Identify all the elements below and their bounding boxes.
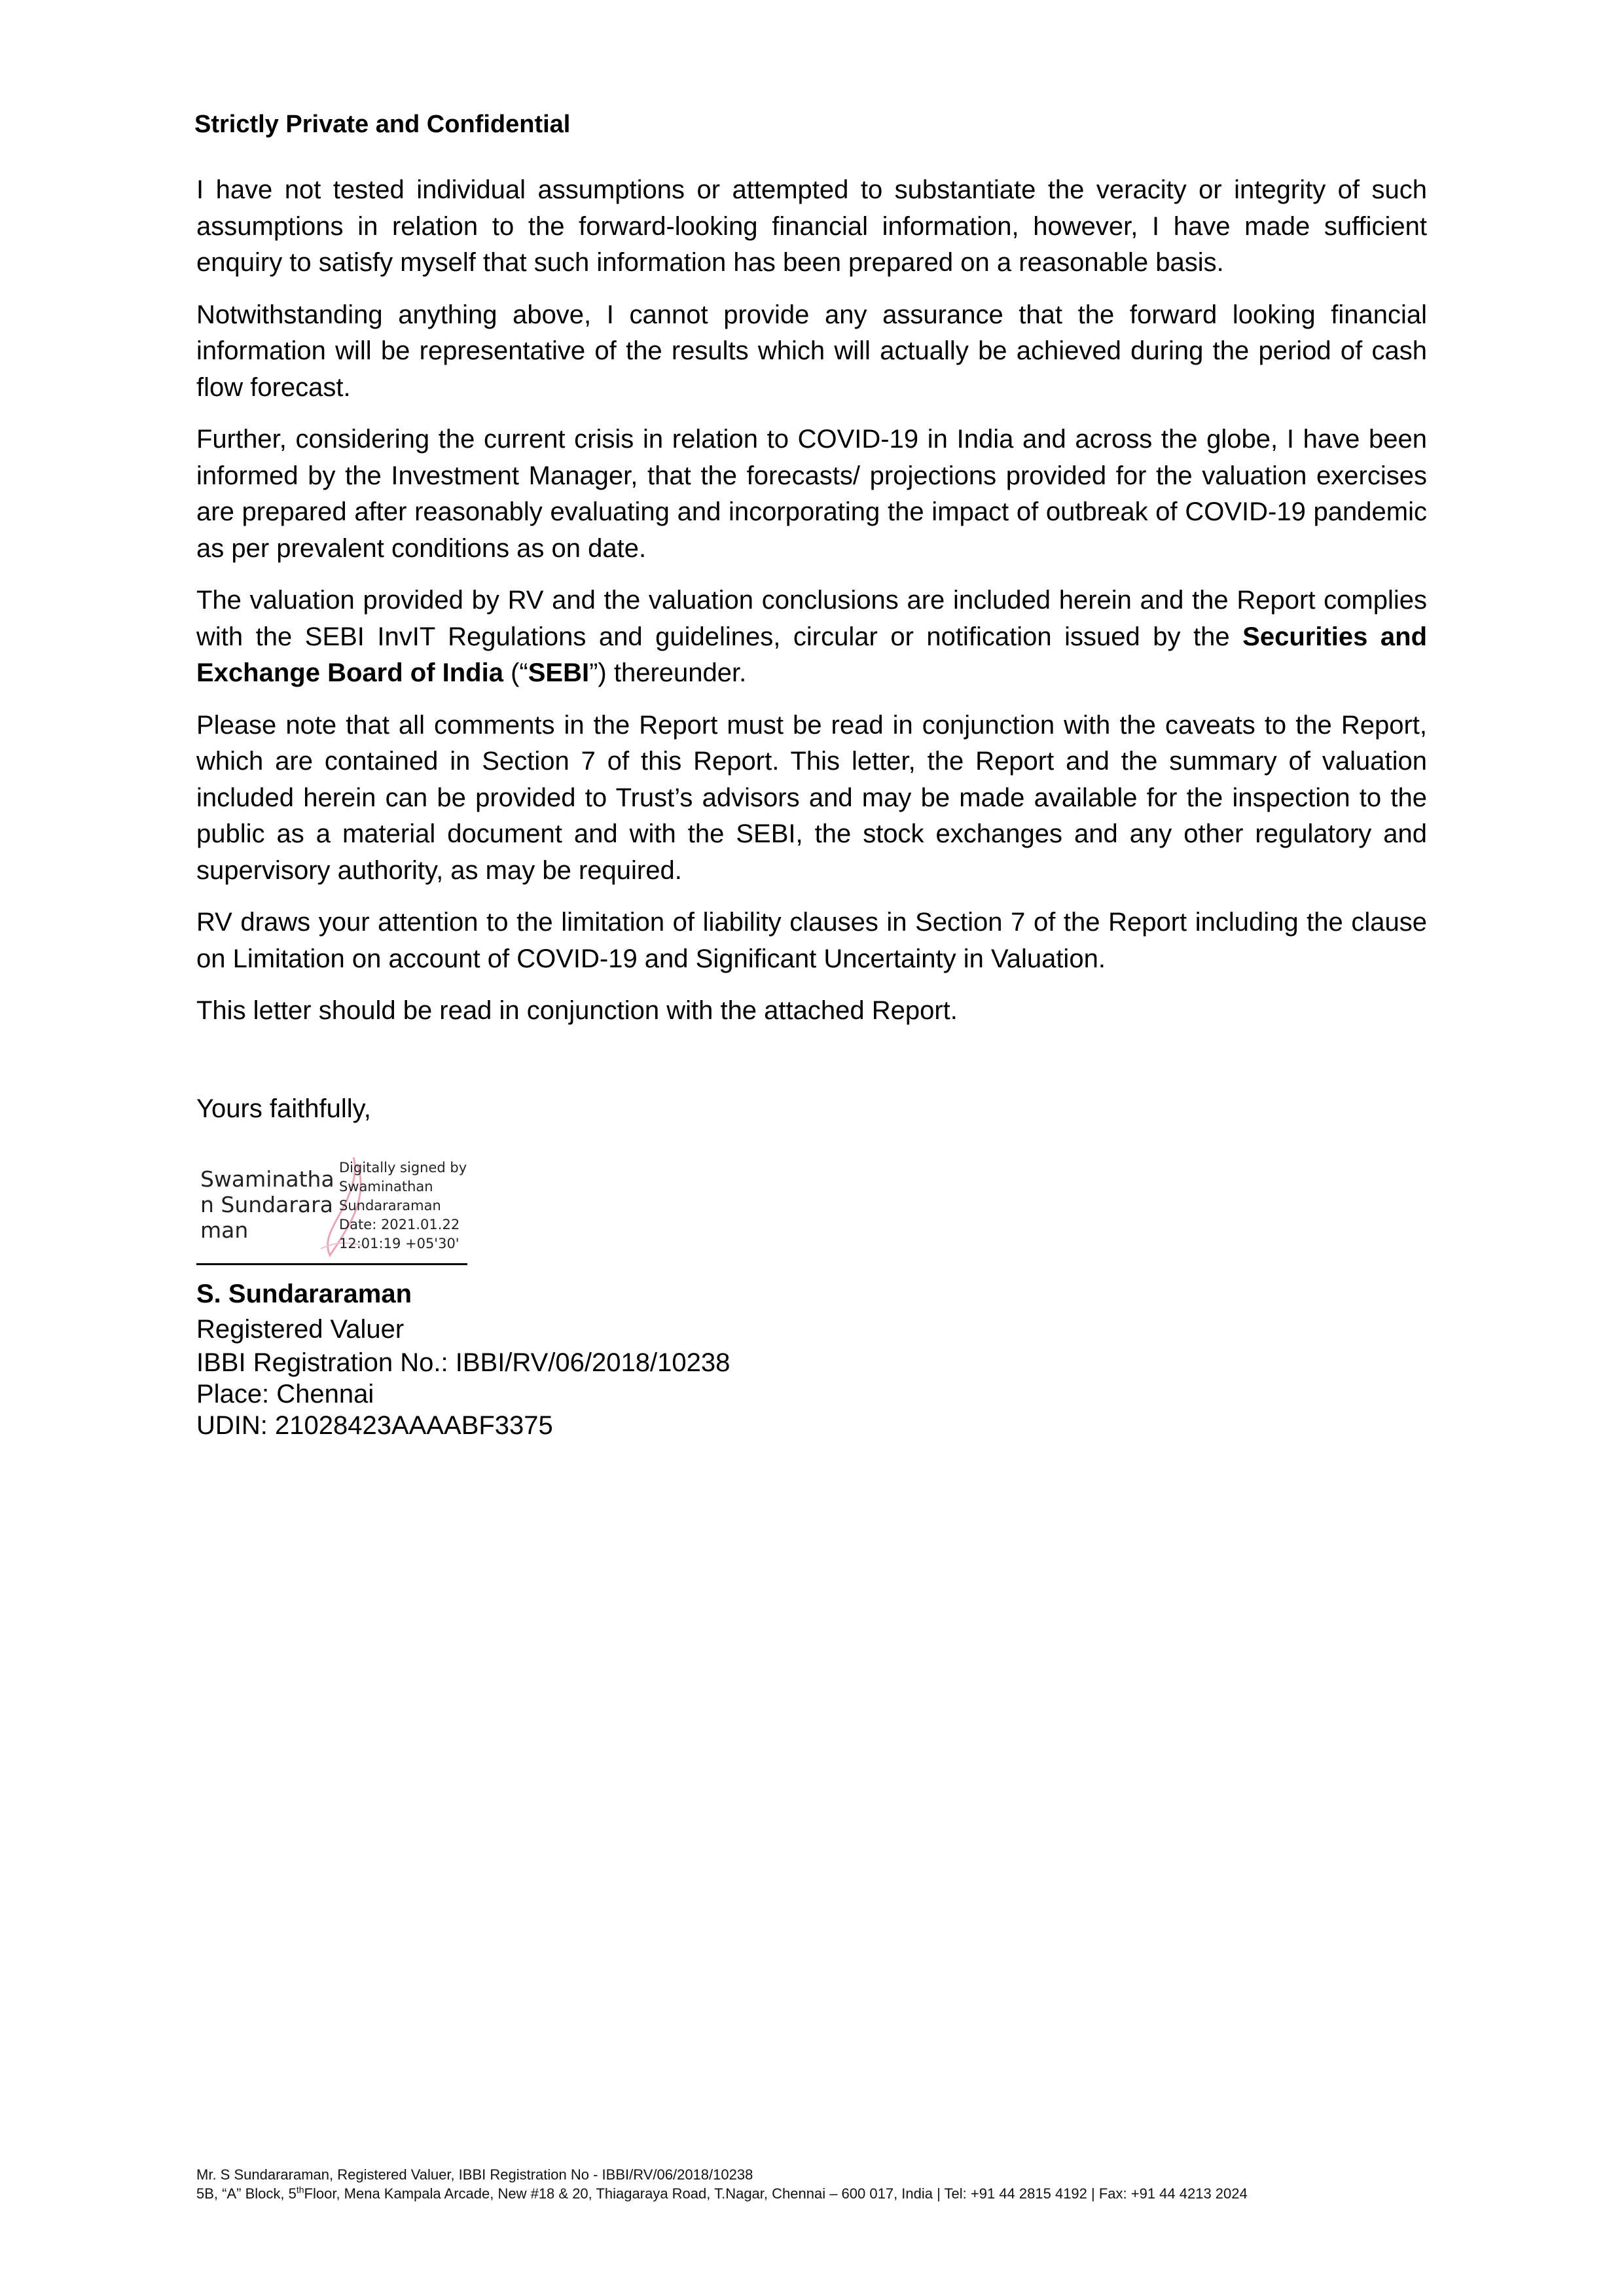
sebi-abbreviation: SEBI bbox=[528, 658, 590, 687]
sebi-paragraph-quote-open: (“ bbox=[503, 658, 528, 687]
signer-name: Swaminathan Sundararaman bbox=[200, 1166, 334, 1243]
paragraph-read-with-report: This letter should be read in conjunction with the attached Report. bbox=[196, 996, 958, 1025]
signatory-name: S. Sundararaman bbox=[196, 1280, 412, 1308]
paragraph-no-assurance: Notwithstanding anything above, I cannot provide any assurance that the forward looking financial information will be representative of the results which will actually be achieved during the period of cash flow forecast. bbox=[196, 300, 1427, 402]
signature-detail-line: Digitally signed by bbox=[339, 1160, 467, 1175]
sebi-full-name: Securities and Exchange Board of India bbox=[196, 622, 1428, 687]
paragraph-assumptions: I have not tested individual assumptions or attempted to substantiate the veracity or integrity of such assumptions in relation to the forward-looking financial information, however, I have made sufficient enquiry to satisfy myself that such information has been prepared on a reasonable basis. bbox=[196, 175, 1427, 277]
confidentiality-heading: Strictly Private and Confidential bbox=[194, 111, 571, 138]
signature-time: 12:01:19 +05'30' bbox=[339, 1236, 460, 1251]
closing-salutation: Yours faithfully, bbox=[196, 1094, 371, 1123]
sebi-paragraph-text: The valuation provided by RV and the valuation conclusions are included herein and the Report complies with the SEBI InvIT Regulations and guidelines, circular or notification issued by the bbox=[196, 586, 1427, 651]
digital-signature bbox=[196, 1151, 471, 1265]
letter-body bbox=[196, 172, 1427, 1143]
signature-detail-line: Sundararaman bbox=[339, 1198, 441, 1213]
signatory-block bbox=[196, 1276, 730, 1441]
signature-line bbox=[196, 1263, 467, 1265]
signature-date: Date: 2021.01.22 bbox=[339, 1217, 460, 1232]
signatory-place: Place: Chennai bbox=[196, 1380, 374, 1408]
signatory-title: Registered Valuer bbox=[196, 1315, 405, 1344]
paragraph-liability: RV draws your attention to the limitation of liability clauses in Section 7 of the Report including the clause on Limitation on account of COVID-19 and Significant Uncertainty in Valuation. bbox=[196, 908, 1427, 973]
sebi-paragraph-end: ”) thereunder. bbox=[589, 658, 747, 687]
footer-floor-suffix: th bbox=[296, 2184, 304, 2195]
footer-address-rest: Floor, Mena Kampala Arcade, New #18 & 20, Thiagaraya Road, T.Nagar, Chennai – 600 017, India | Tel: +91 44 2815 4192 | Fax: +91 44 4213 2024 bbox=[304, 2185, 1248, 2202]
footer-registration-line: Mr. S Sundararaman, Registered Valuer, IBBI Registration No - IBBI/RV/06/2018/10238 bbox=[196, 2166, 753, 2183]
signatory-udin: UDIN: 21028423AAAABF3375 bbox=[196, 1411, 553, 1440]
paragraph-covid-impact: Further, considering the current crisis in relation to COVID-19 in India and across the globe, I have been informed by the Investment Manager, that the forecasts/ projections provided for the valuation exercises are prepared after reasonably evaluating and incorporating the impact of outbreak of COVID-19 pandemic as per prevalent conditions as on date. bbox=[196, 425, 1427, 563]
signature-details bbox=[339, 1158, 470, 1253]
paragraph-sebi-compliance bbox=[196, 583, 1427, 692]
footer-address-start: 5B, “A” Block, 5 bbox=[196, 2185, 297, 2202]
signature-detail-line: Swaminathan bbox=[339, 1179, 433, 1194]
signatory-registration: IBBI Registration No.: IBBI/RV/06/2018/10238 bbox=[196, 1348, 731, 1377]
page-footer bbox=[196, 2165, 1248, 2203]
footer-address-line bbox=[196, 2184, 1248, 2203]
paragraph-caveats: Please note that all comments in the Report must be read in conjunction with the caveats to the Report, which are contained in Section 7 of this Report. This letter, the Report and the summary of valuation included herein can be provided to Trust’s advisors and may be made available for the inspection to the public as a material document and with the SEBI, the stock exchanges and any other regulatory and supervisory authority, as may be required. bbox=[196, 710, 1427, 885]
